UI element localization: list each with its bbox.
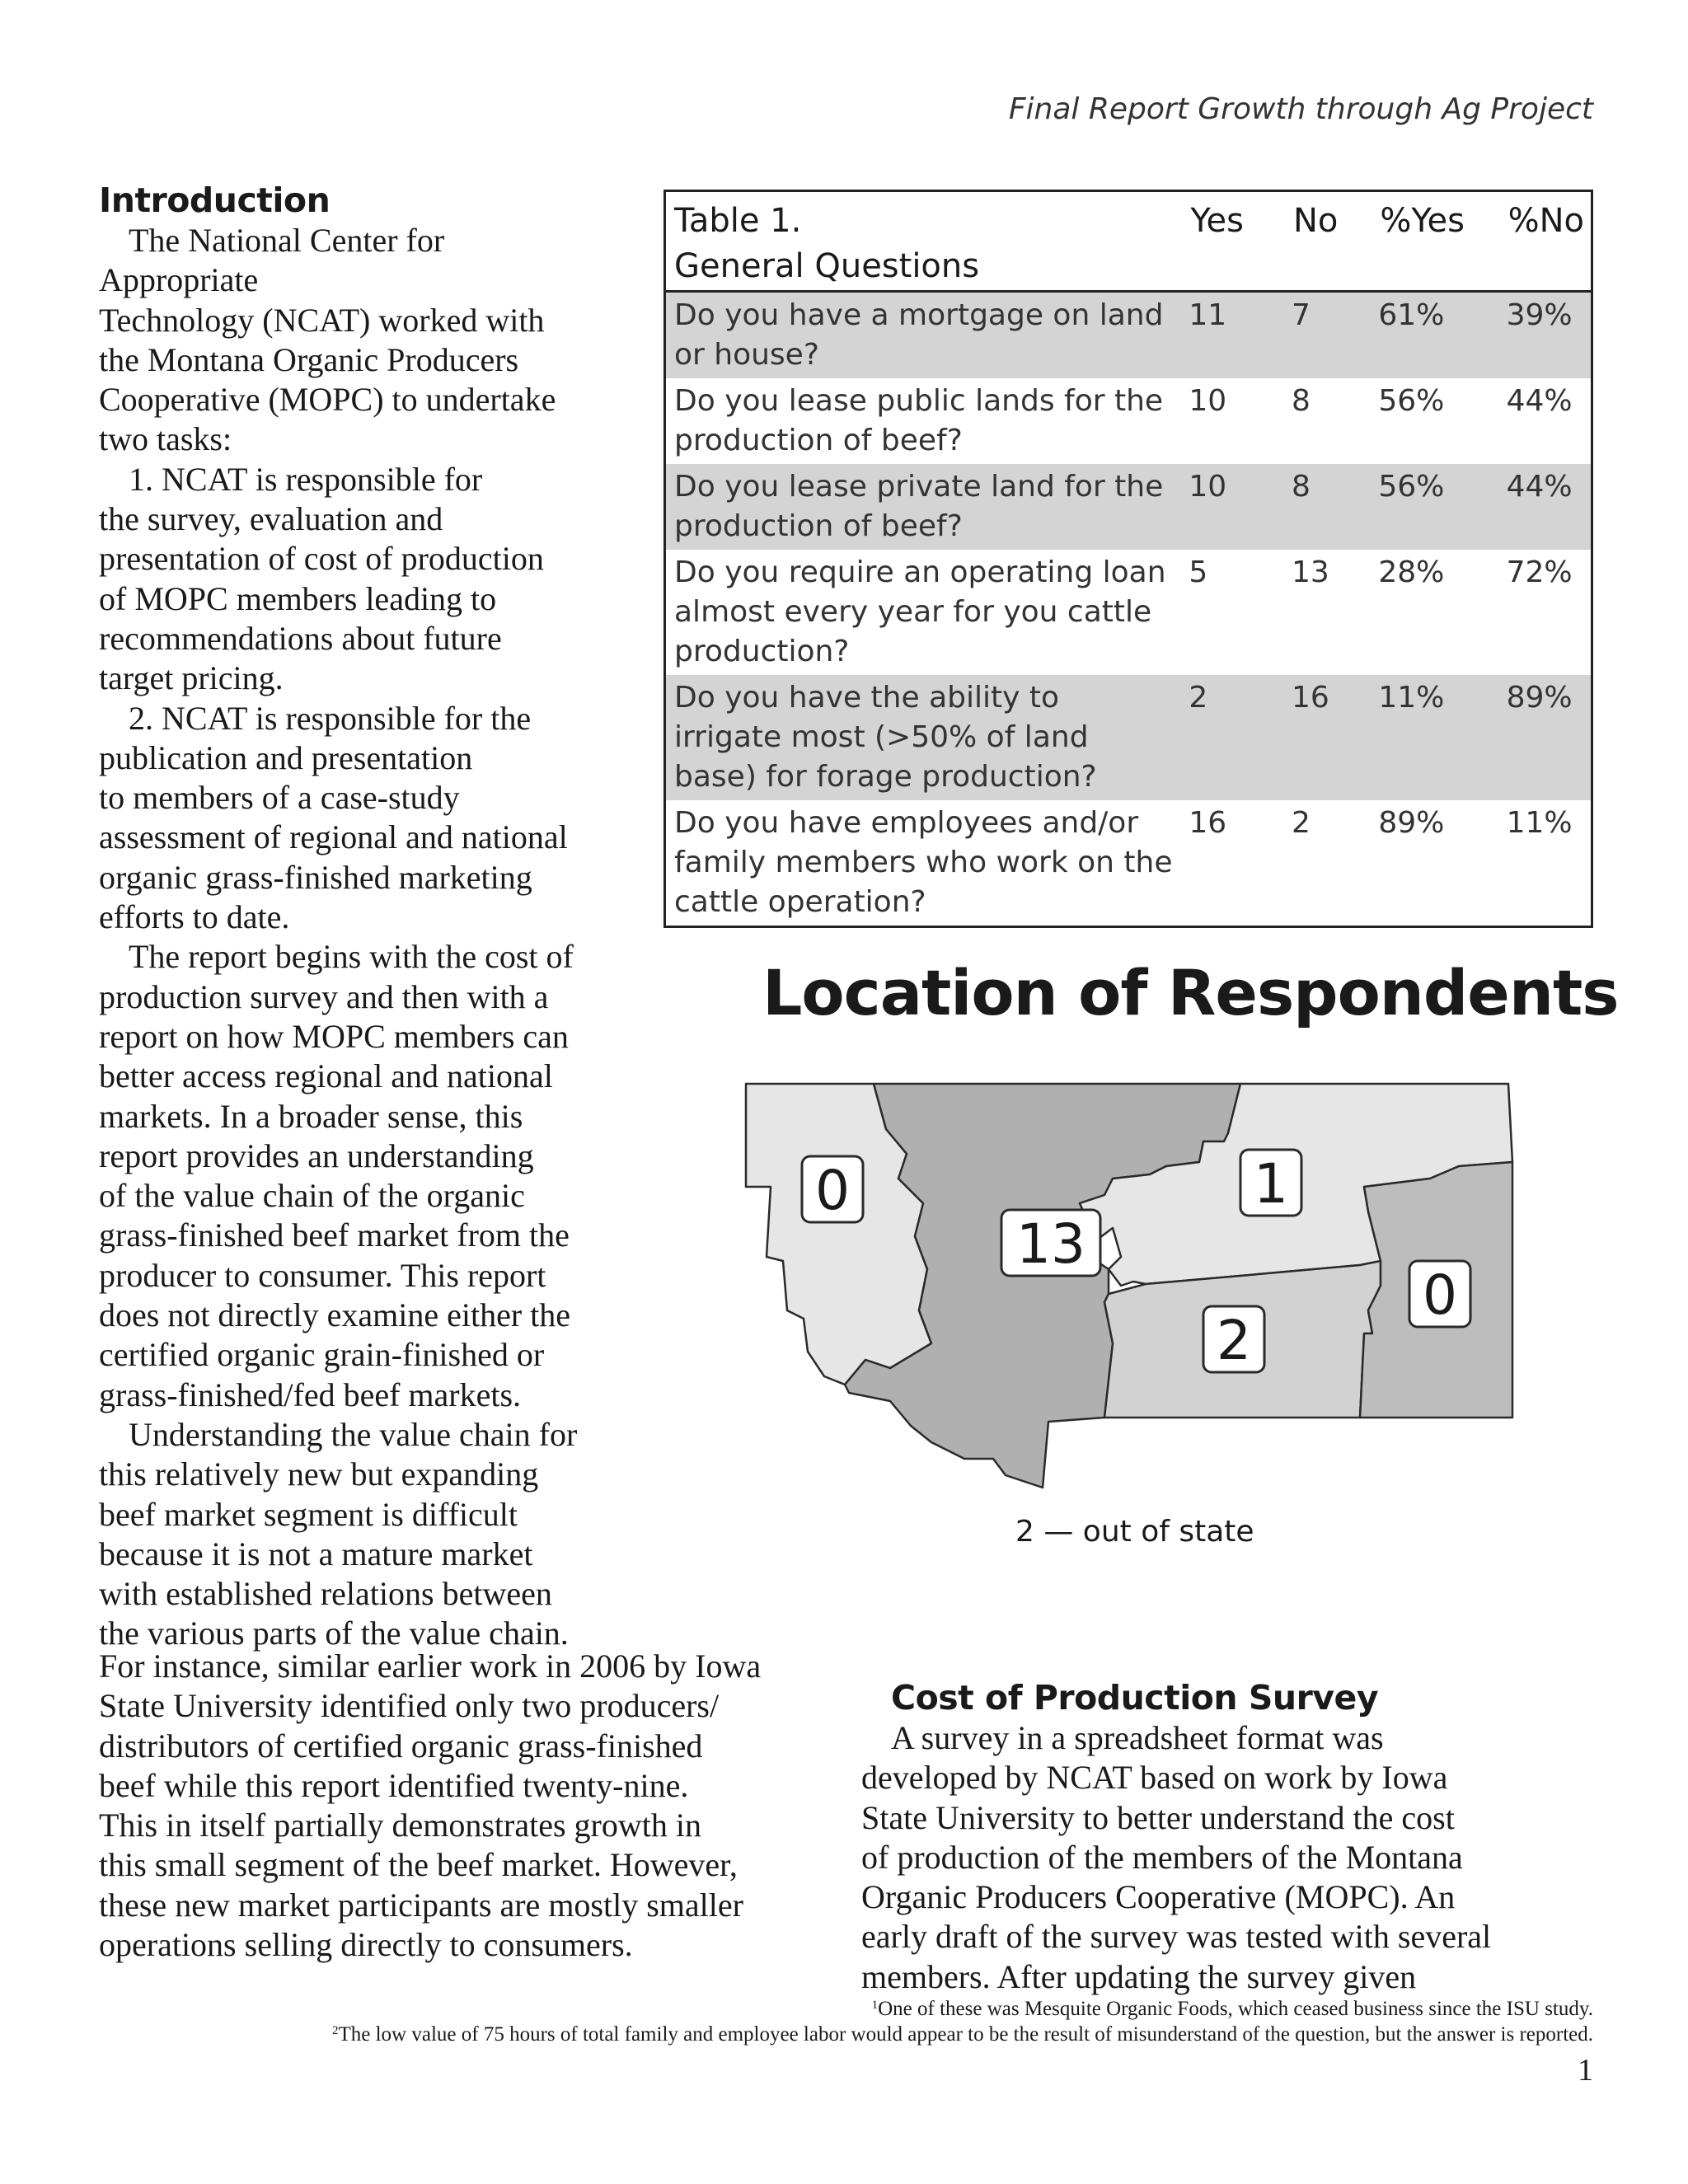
pct-yes-cell: 11% [1378,681,1445,715]
question-cell: Do you require an operating loan almost every year for you cattle production? [674,555,1166,668]
column-header-no: No [1292,202,1339,240]
count-west-central: 13 [1016,1212,1085,1276]
no-cell: 7 [1291,298,1311,332]
pct-no-cell: 72% [1506,555,1573,589]
count-east: 0 [1423,1263,1457,1327]
yes-cell: 2 [1189,681,1208,715]
general-questions-table [663,190,1593,928]
footnote-1-text: One of these was Mesquite Organic Foods, which ceased business since the ISU study. [878,1998,1593,2020]
no-cell: 8 [1291,384,1311,418]
table-header-row [665,191,1592,292]
table-row [665,292,1592,379]
pct-yes-cell: 28% [1378,555,1445,589]
table-row [665,464,1592,550]
pct-yes-cell: 56% [1378,470,1445,504]
column-header-pct-yes: %Yes [1380,202,1465,240]
intro-paragraph-3: 2. NCAT is responsible for the publication and presentation to members of a case-study assessment of regional and national organic grass-finished marketing efforts to date. [99,699,568,936]
yes-cell: 16 [1189,806,1227,840]
footnote-2-mark: 2 [331,2024,339,2037]
running-header: Final Report Growth through Ag Project [1008,92,1593,126]
pct-no-cell: 44% [1506,384,1573,418]
pct-yes-cell: 89% [1378,806,1445,840]
footnote-1-mark: 1 [871,1999,879,2012]
yes-cell: 5 [1189,555,1208,589]
intro-paragraph-2: 1. NCAT is responsible for the survey, evaluation and presentation of cost of production of MOPC members leading to recommendations about future target pricing. [99,460,544,697]
yes-cell: 10 [1189,470,1227,504]
pct-no-cell: 39% [1506,298,1573,332]
footnote-2-text: The low value of 75 hours of total family and employee labor would appear to be the result of misunderstand of the question, but the answer is reported. [338,2023,1593,2046]
yes-cell: 10 [1189,384,1227,418]
question-cell: Do you have a mortgage on land or house? [674,298,1164,372]
introduction-heading: Introduction [99,180,331,220]
table-row [665,675,1592,800]
yes-cell: 11 [1189,298,1227,332]
table-row [665,550,1592,675]
table-title [665,191,1183,292]
page-number: 1 [1578,2053,1593,2088]
map-title: Location of Respondents [762,956,1619,1029]
pct-yes-cell: 61% [1378,298,1445,332]
no-cell: 16 [1291,681,1329,715]
no-cell: 2 [1291,806,1311,840]
question-cell: Do you lease private land for the production of beef? [674,470,1164,543]
no-cell: 13 [1291,555,1329,589]
cost-survey-paragraph: A survey in a spreadsheet format was developed by NCAT based on work by Iowa State University to better understand the cost of production of the members of the Montana Organic Producers Cooperative (MOPC). An early draft of the survey was tested with several members. After updating the survey given [861,1719,1492,1995]
table-title-line1: Table 1. [674,202,802,240]
column-header-pct-no: %No [1507,202,1584,240]
introduction-section [99,180,626,1654]
column-header-yes: Yes [1190,202,1244,240]
pct-yes-cell: 56% [1378,384,1445,418]
question-cell: Do you have employees and/or family members who work on the cattle operation? [674,806,1173,919]
no-cell: 8 [1291,470,1311,504]
table-row [665,378,1592,464]
cost-survey-heading: Cost of Production Survey [891,1678,1379,1718]
intro-paragraph-5: Understanding the value chain for this relatively new but expanding beef market segment is difficult because it is not a mature market with established relations between the various parts of the value chain. [99,1415,578,1652]
intro-paragraph-wide: For instance, similar earlier work in 2006 by Iowa State University identified only two producers/ distributors of certified organic grass-finished beef while this report identified twenty-nine. This in itself partially demonstrates growth in this small segment of the beef market. However, these new market participants are mostly smaller operations selling directly to consumers. [99,1647,762,1964]
count-south-central: 2 [1217,1309,1251,1372]
pct-no-cell: 11% [1506,806,1573,840]
cost-survey-section [861,1677,1603,1997]
count-northwest: 0 [815,1159,850,1222]
footnote-1 [872,1998,1593,2021]
montana-respondents-map [725,1071,1541,1492]
table-title-line2: General Questions [674,247,980,285]
out-of-state-note: 2 — out of state [1015,1515,1254,1549]
footnote-2 [332,2023,1593,2046]
intro-paragraph-4: The report begins with the cost of production survey and then with a report on how MOPC members can better access regional and national markets. In a broader sense, this report provides an understanding of the value chain of the organic grass-finished beef market from the producer to consumer. This report does not directly examine either the certified organic grain-finished or grass-finished/fed beef markets. [99,938,574,1413]
question-cell: Do you have the ability to irrigate most (>50% of land base) for forage production? [674,681,1097,794]
pct-no-cell: 44% [1506,470,1573,504]
intro-paragraph-1: The National Center for Appropriate Technology (NCAT) worked with the Montana Organic Producers Cooperative (MOPC) to undertake two tasks: [99,222,556,458]
question-cell: Do you lease public lands for the production of beef? [674,384,1164,457]
table-row [665,800,1592,927]
pct-no-cell: 89% [1506,681,1573,715]
count-north-central: 1 [1254,1152,1288,1216]
